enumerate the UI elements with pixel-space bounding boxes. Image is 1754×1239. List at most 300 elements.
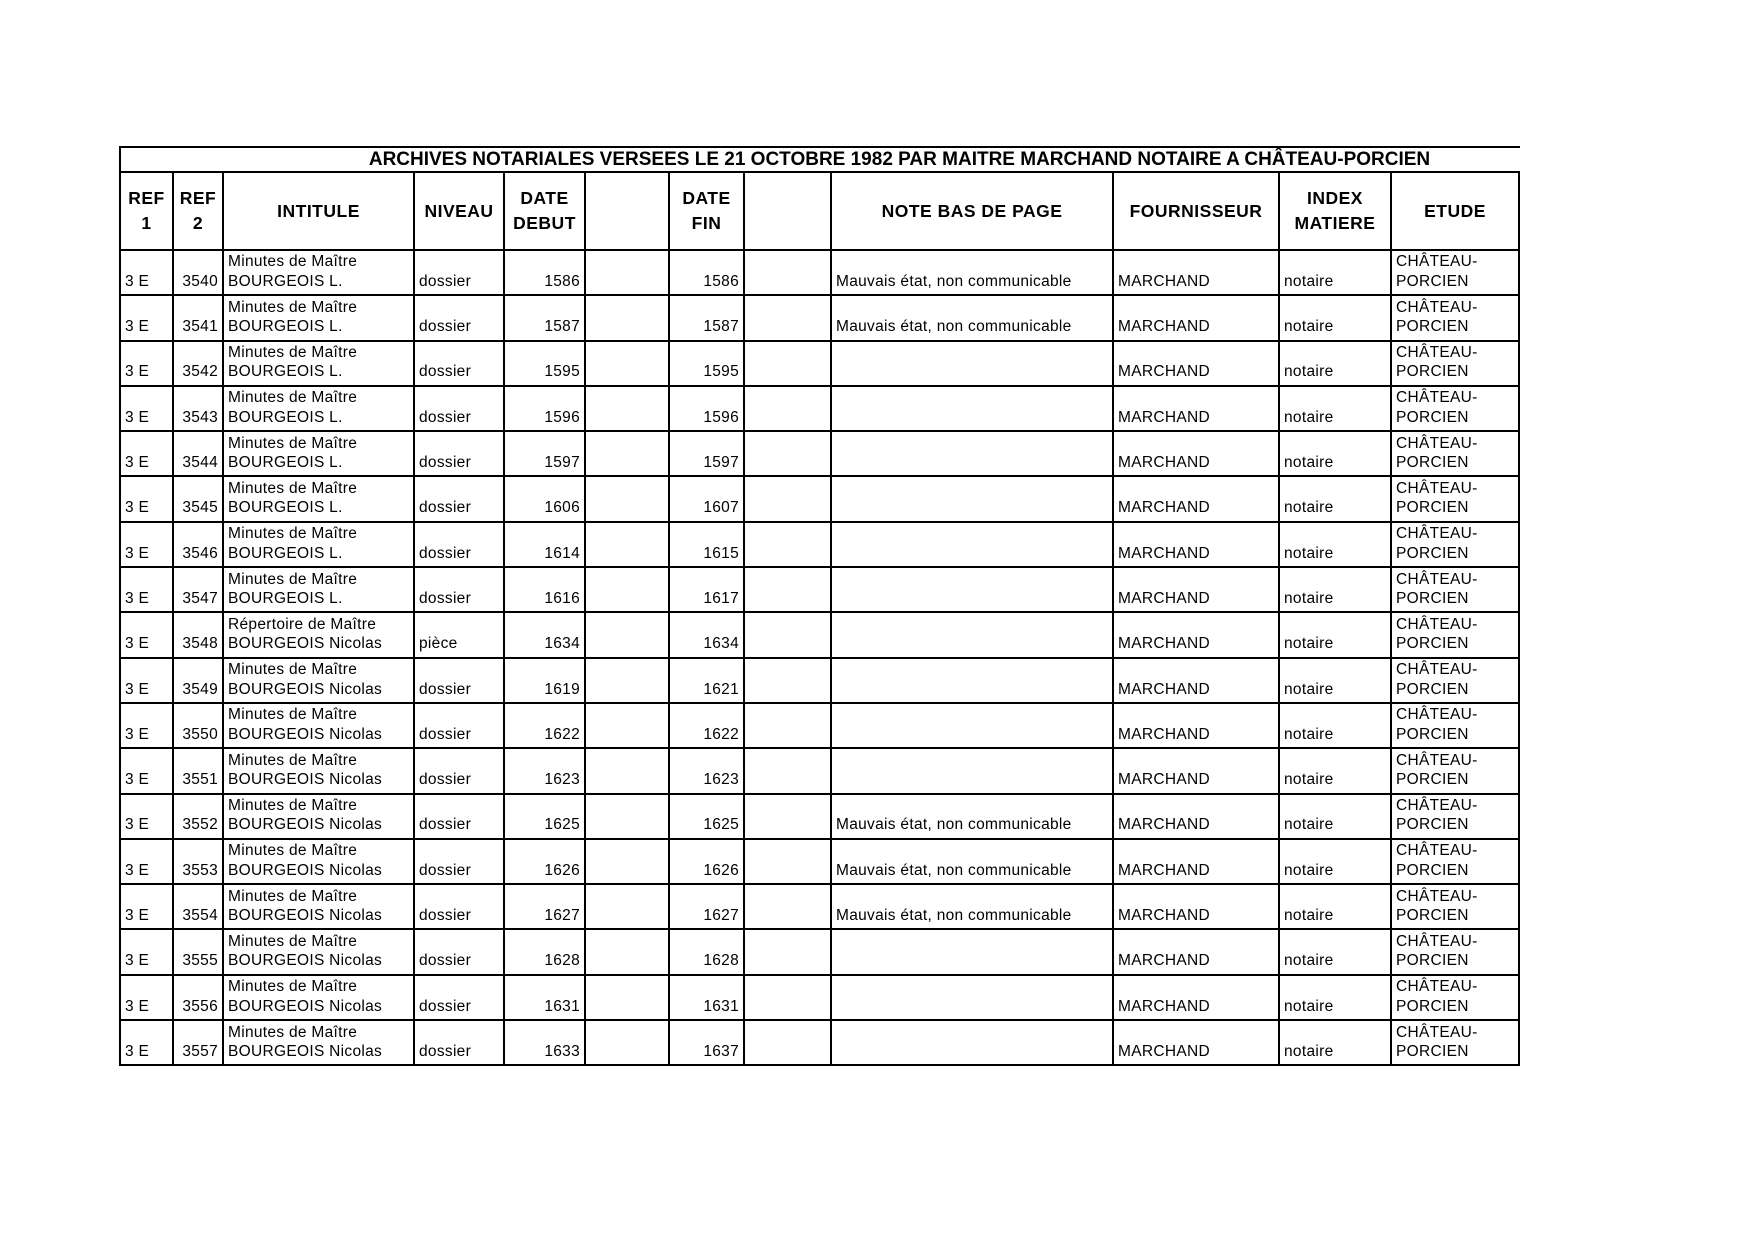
cell-note: [831, 658, 1113, 703]
col-header-niveau: [414, 172, 504, 250]
cell-fournisseur: MARCHAND: [1113, 250, 1279, 295]
cell-line: CHÂTEAU-: [1396, 570, 1478, 588]
table-row: [120, 250, 1519, 295]
cell-niveau: dossier: [414, 386, 504, 431]
header-line: DATE: [520, 188, 569, 208]
cell-etude: [1391, 884, 1519, 929]
cell-ref2: 3551: [173, 748, 223, 793]
cell-etude: [1391, 431, 1519, 476]
cell-niveau: dossier: [414, 431, 504, 476]
cell-ref2: 3543: [173, 386, 223, 431]
cell-note: [831, 567, 1113, 612]
cell-spacer2: [744, 884, 831, 929]
cell-date_debut: 1628: [504, 929, 585, 974]
cell-etude: [1391, 522, 1519, 567]
cell-index_matiere: notaire: [1279, 794, 1391, 839]
cell-line: Minutes de Maître: [228, 525, 358, 543]
cell-niveau: dossier: [414, 658, 504, 703]
cell-line: Minutes de Maître: [228, 706, 358, 724]
cell-line: CHÂTEAU-: [1396, 253, 1478, 271]
cell-spacer2: [744, 703, 831, 748]
cell-line: BOURGEOIS Nicolas: [228, 816, 383, 834]
cell-ref1: 3 E: [120, 1020, 173, 1065]
table-row: [120, 703, 1519, 748]
cell-date_debut: 1626: [504, 839, 585, 884]
cell-date_fin: 1607: [669, 476, 744, 521]
table-row: [120, 884, 1519, 929]
cell-fournisseur: MARCHAND: [1113, 476, 1279, 521]
cell-line: Minutes de Maître: [228, 978, 358, 996]
cell-intitule: [223, 884, 414, 929]
cell-date_fin: 1634: [669, 612, 744, 657]
cell-line: CHÂTEAU-: [1396, 1023, 1478, 1041]
cell-etude: [1391, 839, 1519, 884]
cell-ref1: 3 E: [120, 567, 173, 612]
cell-line: Minutes de Maître: [228, 570, 358, 588]
cell-niveau: dossier: [414, 884, 504, 929]
cell-spacer2: [744, 612, 831, 657]
cell-line: Minutes de Maître: [228, 932, 358, 950]
cell-fournisseur: MARCHAND: [1113, 295, 1279, 340]
cell-ref1: 3 E: [120, 794, 173, 839]
cell-line: PORCIEN: [1396, 725, 1469, 743]
header-line: ETUDE: [1424, 200, 1486, 221]
cell-line: BOURGEOIS Nicolas: [228, 907, 383, 925]
cell-date_debut: 1595: [504, 341, 585, 386]
cell-intitule: [223, 386, 414, 431]
cell-fournisseur: MARCHAND: [1113, 703, 1279, 748]
cell-line: PORCIEN: [1396, 680, 1469, 698]
col-header-etude: [1391, 172, 1519, 250]
cell-line: PORCIEN: [1396, 907, 1469, 925]
cell-date_fin: 1615: [669, 522, 744, 567]
cell-index_matiere: notaire: [1279, 884, 1391, 929]
cell-date_debut: 1606: [504, 476, 585, 521]
cell-ref1: 3 E: [120, 703, 173, 748]
cell-fournisseur: MARCHAND: [1113, 522, 1279, 567]
cell-niveau: dossier: [414, 839, 504, 884]
cell-line: BOURGEOIS Nicolas: [228, 952, 383, 970]
cell-note: Mauvais état, non communicable: [831, 884, 1113, 929]
cell-line: PORCIEN: [1396, 272, 1469, 290]
cell-date_debut: 1614: [504, 522, 585, 567]
cell-spacer1: [585, 295, 669, 340]
cell-etude: [1391, 929, 1519, 974]
cell-ref1: 3 E: [120, 839, 173, 884]
cell-ref1: 3 E: [120, 612, 173, 657]
cell-date_fin: 1637: [669, 1020, 744, 1065]
archives-sheet: [119, 146, 1522, 1066]
cell-spacer1: [585, 929, 669, 974]
cell-fournisseur: MARCHAND: [1113, 748, 1279, 793]
cell-intitule: [223, 612, 414, 657]
header-line: MATIERE: [1294, 213, 1376, 233]
table-row: [120, 1020, 1519, 1065]
cell-index_matiere: notaire: [1279, 386, 1391, 431]
cell-ref1: 3 E: [120, 386, 173, 431]
cell-intitule: [223, 295, 414, 340]
cell-date_fin: 1586: [669, 250, 744, 295]
cell-spacer1: [585, 975, 669, 1020]
cell-line: CHÂTEAU-: [1396, 389, 1478, 407]
cell-note: Mauvais état, non communicable: [831, 839, 1113, 884]
cell-fournisseur: MARCHAND: [1113, 929, 1279, 974]
cell-fournisseur: MARCHAND: [1113, 567, 1279, 612]
cell-date_debut: 1623: [504, 748, 585, 793]
cell-spacer1: [585, 748, 669, 793]
cell-line: CHÂTEAU-: [1396, 615, 1478, 633]
cell-note: [831, 1020, 1113, 1065]
cell-ref2: 3540: [173, 250, 223, 295]
cell-line: CHÂTEAU-: [1396, 978, 1478, 996]
cell-line: BOURGEOIS Nicolas: [228, 861, 383, 879]
cell-spacer2: [744, 341, 831, 386]
cell-index_matiere: notaire: [1279, 703, 1391, 748]
cell-etude: [1391, 476, 1519, 521]
header-line: DATE: [682, 188, 731, 208]
cell-spacer1: [585, 658, 669, 703]
cell-spacer1: [585, 703, 669, 748]
cell-fournisseur: MARCHAND: [1113, 839, 1279, 884]
cell-line: PORCIEN: [1396, 771, 1469, 789]
table-row: [120, 522, 1519, 567]
cell-spacer1: [585, 567, 669, 612]
cell-date_debut: 1633: [504, 1020, 585, 1065]
cell-index_matiere: notaire: [1279, 612, 1391, 657]
cell-spacer2: [744, 794, 831, 839]
cell-line: CHÂTEAU-: [1396, 751, 1478, 769]
header-line: REF: [179, 188, 217, 208]
table-row: [120, 612, 1519, 657]
cell-spacer2: [744, 929, 831, 974]
cell-intitule: [223, 341, 414, 386]
cell-ref2: 3553: [173, 839, 223, 884]
cell-intitule: [223, 794, 414, 839]
cell-line: PORCIEN: [1396, 1042, 1469, 1060]
cell-date_debut: 1597: [504, 431, 585, 476]
cell-niveau: dossier: [414, 250, 504, 295]
cell-niveau: dossier: [414, 929, 504, 974]
cell-line: PORCIEN: [1396, 408, 1469, 426]
cell-niveau: pièce: [414, 612, 504, 657]
cell-line: BOURGEOIS Nicolas: [228, 680, 383, 698]
cell-niveau: dossier: [414, 975, 504, 1020]
cell-etude: [1391, 250, 1519, 295]
cell-spacer1: [585, 476, 669, 521]
cell-line: CHÂTEAU-: [1396, 842, 1478, 860]
cell-date_fin: 1595: [669, 341, 744, 386]
cell-line: CHÂTEAU-: [1396, 887, 1478, 905]
cell-line: Minutes de Maître: [228, 751, 358, 769]
cell-spacer2: [744, 295, 831, 340]
cell-date_debut: 1627: [504, 884, 585, 929]
header-line: INTITULE: [277, 200, 360, 221]
header-line: 1: [141, 213, 152, 233]
header-line: FIN: [691, 213, 722, 233]
cell-etude: [1391, 567, 1519, 612]
cell-index_matiere: notaire: [1279, 250, 1391, 295]
cell-spacer2: [744, 250, 831, 295]
cell-ref1: 3 E: [120, 975, 173, 1020]
table-row: [120, 386, 1519, 431]
cell-spacer1: [585, 431, 669, 476]
cell-date_debut: 1619: [504, 658, 585, 703]
cell-spacer1: [585, 884, 669, 929]
cell-ref2: 3557: [173, 1020, 223, 1065]
cell-line: PORCIEN: [1396, 499, 1469, 517]
cell-ref1: 3 E: [120, 476, 173, 521]
table-row: [120, 658, 1519, 703]
cell-date_debut: 1587: [504, 295, 585, 340]
cell-line: PORCIEN: [1396, 635, 1469, 653]
col-header-date-fin: [669, 172, 744, 250]
cell-date_debut: 1634: [504, 612, 585, 657]
cell-niveau: dossier: [414, 794, 504, 839]
cell-line: CHÂTEAU-: [1396, 661, 1478, 679]
cell-ref2: 3555: [173, 929, 223, 974]
cell-line: BOURGEOIS Nicolas: [228, 771, 383, 789]
cell-line: CHÂTEAU-: [1396, 797, 1478, 815]
cell-fournisseur: MARCHAND: [1113, 884, 1279, 929]
cell-line: Minutes de Maître: [228, 344, 358, 362]
cell-fournisseur: MARCHAND: [1113, 1020, 1279, 1065]
cell-line: BOURGEOIS Nicolas: [228, 1042, 383, 1060]
cell-date_debut: 1622: [504, 703, 585, 748]
cell-ref1: 3 E: [120, 884, 173, 929]
cell-line: Minutes de Maître: [228, 479, 358, 497]
cell-intitule: [223, 250, 414, 295]
cell-spacer2: [744, 975, 831, 1020]
cell-etude: [1391, 748, 1519, 793]
cell-line: CHÂTEAU-: [1396, 434, 1478, 452]
cell-ref1: 3 E: [120, 341, 173, 386]
header-line: NIVEAU: [424, 200, 494, 221]
cell-fournisseur: MARCHAND: [1113, 658, 1279, 703]
col-header-note: [831, 172, 1113, 250]
table-row: [120, 839, 1519, 884]
table-row: [120, 295, 1519, 340]
cell-line: Minutes de Maître: [228, 887, 358, 905]
cell-intitule: [223, 431, 414, 476]
cell-ref1: 3 E: [120, 250, 173, 295]
cell-spacer2: [744, 1020, 831, 1065]
cell-spacer1: [585, 341, 669, 386]
cell-niveau: dossier: [414, 567, 504, 612]
cell-spacer1: [585, 612, 669, 657]
cell-spacer1: [585, 794, 669, 839]
cell-spacer1: [585, 386, 669, 431]
cell-index_matiere: notaire: [1279, 975, 1391, 1020]
cell-line: CHÂTEAU-: [1396, 932, 1478, 950]
cell-line: PORCIEN: [1396, 589, 1469, 607]
col-header-ref1: [120, 172, 173, 250]
cell-line: BOURGEOIS L.: [228, 272, 343, 290]
cell-ref2: 3552: [173, 794, 223, 839]
cell-line: Répertoire de Maître: [228, 615, 377, 633]
cell-ref1: 3 E: [120, 295, 173, 340]
cell-ref2: 3548: [173, 612, 223, 657]
cell-note: [831, 612, 1113, 657]
cell-ref2: 3541: [173, 295, 223, 340]
cell-ref2: 3542: [173, 341, 223, 386]
cell-date_fin: 1627: [669, 884, 744, 929]
cell-fournisseur: MARCHAND: [1113, 386, 1279, 431]
table-row: [120, 567, 1519, 612]
cell-line: PORCIEN: [1396, 861, 1469, 879]
cell-date_fin: 1596: [669, 386, 744, 431]
cell-line: BOURGEOIS L.: [228, 589, 343, 607]
cell-date_fin: 1625: [669, 794, 744, 839]
cell-date_fin: 1623: [669, 748, 744, 793]
cell-line: BOURGEOIS L.: [228, 318, 343, 336]
cell-index_matiere: notaire: [1279, 839, 1391, 884]
cell-date_fin: 1617: [669, 567, 744, 612]
cell-line: Minutes de Maître: [228, 389, 358, 407]
archives-table: [119, 171, 1520, 1066]
cell-index_matiere: notaire: [1279, 341, 1391, 386]
cell-intitule: [223, 748, 414, 793]
header-line: 2: [192, 213, 204, 233]
cell-line: BOURGEOIS Nicolas: [228, 635, 383, 653]
col-header-spacer1: [585, 172, 669, 250]
cell-line: BOURGEOIS L.: [228, 363, 343, 381]
cell-date_fin: 1622: [669, 703, 744, 748]
header-line: DEBUT: [513, 213, 576, 233]
cell-line: BOURGEOIS L.: [228, 499, 343, 517]
cell-etude: [1391, 386, 1519, 431]
cell-line: PORCIEN: [1396, 952, 1469, 970]
cell-niveau: dossier: [414, 748, 504, 793]
cell-etude: [1391, 612, 1519, 657]
cell-niveau: dossier: [414, 476, 504, 521]
cell-line: Minutes de Maître: [228, 797, 358, 815]
cell-date_fin: 1597: [669, 431, 744, 476]
cell-note: Mauvais état, non communicable: [831, 794, 1113, 839]
cell-line: Minutes de Maître: [228, 661, 358, 679]
cell-fournisseur: MARCHAND: [1113, 431, 1279, 476]
cell-ref1: 3 E: [120, 658, 173, 703]
cell-niveau: dossier: [414, 522, 504, 567]
cell-fournisseur: MARCHAND: [1113, 612, 1279, 657]
cell-ref2: 3550: [173, 703, 223, 748]
cell-line: BOURGEOIS L.: [228, 544, 343, 562]
cell-niveau: dossier: [414, 341, 504, 386]
cell-note: Mauvais état, non communicable: [831, 295, 1113, 340]
cell-line: CHÂTEAU-: [1396, 298, 1478, 316]
cell-line: BOURGEOIS Nicolas: [228, 997, 383, 1015]
cell-ref1: 3 E: [120, 929, 173, 974]
cell-etude: [1391, 703, 1519, 748]
cell-spacer2: [744, 567, 831, 612]
cell-ref1: 3 E: [120, 748, 173, 793]
cell-index_matiere: notaire: [1279, 658, 1391, 703]
cell-note: [831, 522, 1113, 567]
col-header-date-debut: [504, 172, 585, 250]
cell-spacer2: [744, 658, 831, 703]
cell-line: Minutes de Maître: [228, 1023, 358, 1041]
cell-fournisseur: MARCHAND: [1113, 341, 1279, 386]
cell-ref2: 3556: [173, 975, 223, 1020]
cell-note: Mauvais état, non communicable: [831, 250, 1113, 295]
cell-niveau: dossier: [414, 703, 504, 748]
table-row: [120, 794, 1519, 839]
table-row: [120, 431, 1519, 476]
cell-line: Minutes de Maître: [228, 842, 358, 860]
cell-fournisseur: MARCHAND: [1113, 975, 1279, 1020]
table-row: [120, 476, 1519, 521]
col-header-fournisseur: [1113, 172, 1279, 250]
table-row: [120, 975, 1519, 1020]
col-header-spacer2: [744, 172, 831, 250]
cell-spacer1: [585, 839, 669, 884]
cell-spacer2: [744, 476, 831, 521]
table-row: [120, 929, 1519, 974]
cell-intitule: [223, 703, 414, 748]
cell-spacer1: [585, 1020, 669, 1065]
cell-intitule: [223, 567, 414, 612]
cell-line: PORCIEN: [1396, 363, 1469, 381]
cell-etude: [1391, 1020, 1519, 1065]
cell-ref2: 3544: [173, 431, 223, 476]
cell-niveau: dossier: [414, 295, 504, 340]
cell-line: CHÂTEAU-: [1396, 525, 1478, 543]
cell-intitule: [223, 975, 414, 1020]
col-header-intitule: [223, 172, 414, 250]
header-line: NOTE BAS DE PAGE: [881, 200, 1063, 221]
cell-etude: [1391, 794, 1519, 839]
cell-date_debut: 1586: [504, 250, 585, 295]
cell-note: [831, 703, 1113, 748]
cell-line: BOURGEOIS L.: [228, 408, 343, 426]
cell-ref1: 3 E: [120, 522, 173, 567]
cell-note: [831, 431, 1113, 476]
cell-intitule: [223, 929, 414, 974]
header-line: INDEX: [1307, 188, 1363, 208]
cell-line: PORCIEN: [1396, 997, 1469, 1015]
cell-spacer2: [744, 386, 831, 431]
cell-index_matiere: notaire: [1279, 1020, 1391, 1065]
cell-ref2: 3549: [173, 658, 223, 703]
cell-spacer2: [744, 839, 831, 884]
cell-index_matiere: notaire: [1279, 748, 1391, 793]
cell-ref2: 3546: [173, 522, 223, 567]
cell-index_matiere: notaire: [1279, 476, 1391, 521]
cell-spacer1: [585, 250, 669, 295]
table-title: ARCHIVES NOTARIALES VERSEES LE 21 OCTOBRE 1982 PAR MAITRE MARCHAND NOTAIRE A CHÂTEAU-PORCIEN: [119, 146, 1520, 171]
cell-spacer2: [744, 431, 831, 476]
cell-note: [831, 386, 1113, 431]
cell-etude: [1391, 975, 1519, 1020]
cell-line: PORCIEN: [1396, 318, 1469, 336]
cell-intitule: [223, 1020, 414, 1065]
col-header-index-matiere: [1279, 172, 1391, 250]
header-row: [120, 172, 1519, 250]
cell-line: PORCIEN: [1396, 454, 1469, 472]
cell-date_debut: 1616: [504, 567, 585, 612]
col-header-ref2: [173, 172, 223, 250]
table-body: [120, 250, 1519, 1065]
cell-line: PORCIEN: [1396, 816, 1469, 834]
cell-index_matiere: notaire: [1279, 567, 1391, 612]
cell-date_fin: 1587: [669, 295, 744, 340]
cell-spacer2: [744, 522, 831, 567]
cell-etude: [1391, 658, 1519, 703]
cell-line: Minutes de Maître: [228, 434, 358, 452]
cell-date_debut: 1625: [504, 794, 585, 839]
cell-line: BOURGEOIS L.: [228, 454, 343, 472]
cell-intitule: [223, 839, 414, 884]
cell-etude: [1391, 295, 1519, 340]
